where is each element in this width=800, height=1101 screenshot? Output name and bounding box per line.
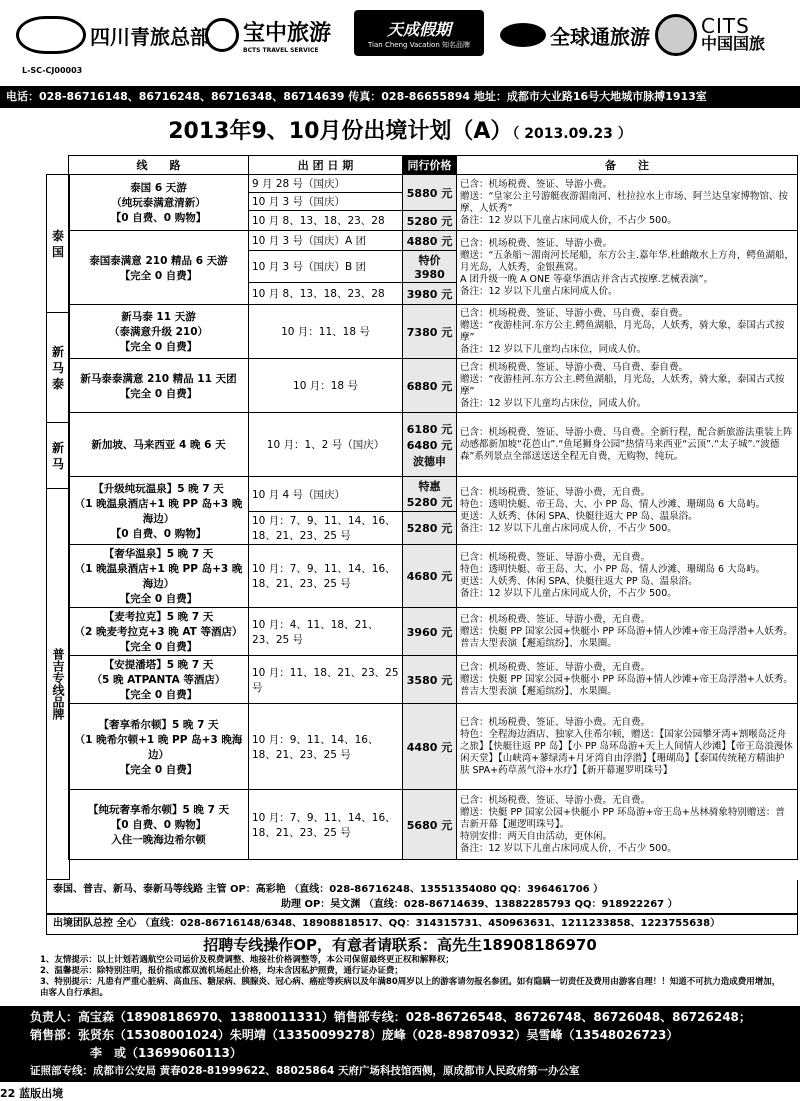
tour-plan-table: 线 路 出 团 日 期 同行价格 备 注 泰国 6 天游 （纯玩泰满意清新） 【0 自费、0 购物】 9 月 28 号（国庆） 5880 元 已含：机场税费、签证、导游小费。 赠送：“皇家公主号游艇夜游湄南河、杜拉拉水上市场、阿兰达皇家博物馆、按摩、人妖秀” 备注：12 岁以下儿童占床同成人价，不占少 500。 10 月 3 号（国庆） 10 月 8、13、18、23、28 5280 元 泰国泰满意 210 精品 6 天游 【完全 0 自费】 10 月 3 号（国庆）A 团 4880 元 已含：机场税费、签证、导游小费。 赠送：“五条船～湄南河长尾船，东方公主.嘉年华.杜雌敞水上方舟，鳄鱼湖船，月光岛，人妖秀，金银燕窝。 A 团升级一晚 A ONE 等豪华酒店并含古式按摩.艺械表演”。 备注：12 岁以下儿童占床同成人价。 10 月 3 号（国庆）B 团 特价 3980 10 月 8、13、18、23、28 3980 元 新马泰 11 天游 （泰满意升级 210） 【完全 0 自费】 10 月：11、18 号 7380 元 已含：机场税费、签证、导游小费、马自费、泰自费。 赠送：“夜游桂河.东方公主.鳄鱼湖船，月光岛，人妖秀，骑大象，泰国古式按摩” 备注：12 岁以下儿童均占床位，同成人价。 新马泰泰满意 210 精品 11 天团 【完全 0 自费】 10 月：18 号 6880 元 已含：机场税费、签证、导游小费、马自费、泰自费。 赠送：“夜游桂河.东方公主.鳄鱼湖船，月光岛，人妖秀，骑大象，泰国古式按摩” 备注：12 岁以下儿童均占床位，同成人价。 新加坡、马来西亚 4 晚 6 天 10 月：1、2 号（国庆） 6180 元 6480 元 波德申 已含：机场税费、签证、导游小费、马自费。全新行程，配合新旅游法重装上阵动感都新加坡“花芭山”.“鱼尾狮身公园”热情马来西亚“云顶”.“太子城”.“波德森”系列景点全部送送送全程无自费，无购物，纯玩。 【升级纯玩温泉】5 晚 7 天 （1 晚温泉酒店+1 晚 PP 岛+3 晚海边） 【0 自费、0 购物】 10 月 4 号（国庆） 特惠 5280 元 已含：机场税费、签证、导游小费，无自费。 特色：透明快艇、帝王岛、大、小 PP 岛、情人沙滩、珊瑚岛 6 大岛屿。 更送：人妖秀、休闲 SPA、快艇往返大 PP 岛、温泉浴。 备注：12 岁以下儿童占床同成人价，不占少 500。 10 月：7、9、11、14、16、18、21、23、25 号 5280 元 【奢华温泉】5 晚 7 天 （1 晚温泉酒店+1 晚 PP 岛+3 晚海边） 【完全 0 自费】 10 月：7、9、11、14、16、18、21、23、25 号 4680 元 已含：机场税费、签证、导游小费，无自费。 特色：透明快艇、帝王岛、大、小 PP 岛、情人沙滩、珊瑚岛 6 大岛屿。 更送：人妖秀、休闲 SPA、快艇往返大 PP 岛、温泉浴。 备注：12 岁以下儿童占床同成人价，不占少 500。 【麦考拉克】5 晚 7 天 （2 晚麦考拉克+3 晚 AT 等酒店） 【完全 0 自费】 10 月：4、11、18、21、23、25 号 3960 元 已含：机场税费、签证、导游小费，无自费。 赠送：快艇 PP 国家公园+快艇小 PP 环岛游+情人沙滩+帝王岛浮潜+人妖秀。普吉大型表演【邂逅缤纷】、水果圈。 【安提潘塔】5 晚 7 天 （5 晚 ATPANTA 等酒店） 【完全 0 自费】 10 月：11、18、21、23、25 号 3580 元 已含：机场税费、签证、导游小费，无自费。 赠送：快艇 PP 国家公园+快艇小 PP 环岛游+情人沙滩+帝王岛浮潜+人妖秀。普吉大型表演【邂逅缤纷】、水果圈。 【奢享希尔顿】5 晚 7 天 （1 晚希尔顿+1 晚 PP 岛+3 晚海边） 【完全 0 自费】 10 月：9、11、14、16、18、21、23、25 号 4480 元 已含：机场税费、签证、导游小费。无自费。 特色：全程海边酒店、独家入住希尔顿，赠送：【国家公园攀牙湾+割喉岛泛舟之旅】【快艇往返 PP 岛】【小 PP 岛环岛游+天上人间情人沙滩】【帝王岛浪漫休闲天堂】【山峡湾+蓼绿湾+月牙湾自由浮潜】【珊瑚岛】【泰国传统秘方精油护肤 SPA+药草蒸气浴+水疗】【新开幕暹罗明珠号】 【纯玩奢享希尔顿】5 晚 7 天 【0 自费、0 购物】 入住一晚海边希尔顿 10 月：7、9、11、14、16、18、21、23、25 号 5680 元 已含：机场税费、签证、导游小费。无自费。 赠送：快艇 PP 国家公园+快艇小 PP 环岛游+帝王岛+丛林骑象特别赠送：普吉新开幕【暹逻明珠号】。 特别安排：两天自由活动，更休闲。 备注：12 岁以下儿童占床同成人价，不占少 500。 — [68, 155, 798, 860]
table-row: 泰国 6 天游 （纯玩泰满意清新） 【0 自费、0 购物】 9 月 28 号（国庆） 5880 元 已含：机场税费、签证、导游小费。 赠送：“皇家公主号游艇夜游湄南河、杜拉拉水上市场、阿兰达皇家博物馆、按摩、人妖秀” 备注：12 岁以下儿童占床同成人价，不占少 500。 — [69, 175, 798, 193]
title-date: （ 2013.09.23 ） — [512, 126, 632, 142]
table-row: 新马泰 11 天游 （泰满意升级 210） 【完全 0 自费】 10 月：11、18 号 7380 元 已含：机场税费、签证、导游小费、马自费、泰自费。 赠送：“夜游桂河.东方公主.鳄鱼湖船，月光岛，人妖秀，骑大象，泰国古式按摩” 备注：12 岁以下儿童均占床位，同成人价。 — [69, 305, 798, 359]
tour-control: 出境团队总控 全心 （直线：028-86716148/6348、18908818517、QQ：314315731、450963631、1211233858、1223755638） — [46, 913, 798, 935]
page-title: 2013年9、10月份出境计划（A）（ 2013.09.23 ） — [168, 119, 632, 144]
logo-baozhong: 宝中旅游 BCTS TRAVEL SERVICE — [205, 10, 331, 60]
baozhong-mark-icon — [205, 18, 239, 52]
cits-globe-icon — [655, 14, 697, 56]
recruit-line: 招聘专线操作OP，有意者请联系：高先生18908186970 — [203, 936, 597, 954]
page-footer: 22 蓝版出境 — [0, 1087, 64, 1100]
tips: 1、友情提示：以上计划若遇航空公司运价及税费调整、地接社价格调整等，本公司保留最终更正权和解释权； 2、温馨提示：除特别注明，报价指成都双流机场起止价格，均未含因私护照费，通行证办证费； 3、特别提示：凡患有严重心脏病、高血压、糖尿病、胰腺炎、冠心病、癌症等疾病以及年满80周岁以上的游客请勿报名参团。如有隐瞒一切责任及费用由游客自理！！知道不可抗力造成费用增加，由客人自行承担。 — [40, 955, 781, 998]
region-thailand: 泰国 — [46, 174, 70, 313]
table-row: 【奢享希尔顿】5 晚 7 天 （1 晚希尔顿+1 晚 PP 岛+3 晚海边） 【完全 0 自费】 10 月：9、11、14、16、18、21、23、25 号 4480 元 已含：机场税费、签证、导游小费。无自费。 特色：全程海边酒店、独家入住希尔顿，赠送：【国家公园攀牙湾+割喉岛泛舟之旅】【快艇往返 PP 岛】【小 PP 岛环岛游+天上人间情人沙滩】【帝王岛浪漫休闲天堂】【山峡湾+蓼绿湾+月牙湾自由浮潜】【珊瑚岛】【泰国传统秘方精油护肤 SPA+药草蒸气浴+水疗】【新开幕暹罗明珠号】 — [69, 704, 798, 790]
logo-sichuan-youth: 四川青旅总部 — [16, 10, 210, 60]
region-phuket: 普吉专线品牌 — [46, 488, 70, 880]
table-row: 【奢华温泉】5 晚 7 天 （1 晚温泉酒店+1 晚 PP 岛+3 晚海边） 【完全 0 自费】 10 月：7、9、11、14、16、18、21、23、25 号 4680 元 已含：机场税费、签证、导游小费，无自费。 特色：透明快艇、帝王岛、大、小 PP 岛、情人沙滩、珊瑚岛 6 大岛屿。 更送：人妖秀、休闲 SPA、快艇往返大 PP 岛、温泉浴。 备注：12 岁以下儿童占床同成人价，不占少 500。 — [69, 545, 798, 608]
contact-bar: 电话：028-86716148、86716248、86716348、86714639 传真：028-86655894 地址：成都市大业路16号大地城市脉搏1913室 — [0, 86, 800, 108]
table-row: 【升级纯玩温泉】5 晚 7 天 （1 晚温泉酒店+1 晚 PP 岛+3 晚海边） 【0 自费、0 购物】 10 月 4 号（国庆） 特惠 5280 元 已含：机场税费、签证、导游小费，无自费。 特色：透明快艇、帝王岛、大、小 PP 岛、情人沙滩、珊瑚岛 6 大岛屿。 更送：人妖秀、休闲 SPA、快艇往返大 PP 岛、温泉浴。 备注：12 岁以下儿童占床同成人价，不占少 500。 — [69, 477, 798, 512]
globe-icon — [16, 16, 86, 54]
arrow-icon — [500, 23, 546, 47]
table-row: 泰国泰满意 210 精品 6 天游 【完全 0 自费】 10 月 3 号（国庆）A 团 4880 元 已含：机场税费、签证、导游小费。 赠送：“五条船～湄南河长尾船，东方公主.嘉年华.杜雌敞水上方舟，鳄鱼湖船，月光岛，人妖秀，金银燕窝。 A 团升级一晚 A ONE 等豪华酒店并含古式按摩.艺械表演”。 备注：12 岁以下儿童占床同成人价。 — [69, 231, 798, 251]
ops-contacts: 泰国、普吉、新马、泰新马等线路 主管 OP：高彩艳 （直线：028-86716248、13551354080 QQ：396461706 ） 助理 OP：吴文渊 （直线：028-86714639、13882285793 QQ：918922267 ） — [46, 880, 798, 915]
table-row: 新加坡、马来西亚 4 晚 6 天 10 月：1、2 号（国庆） 6180 元 6480 元 波德申 已含：机场税费、签证、导游小费、马自费。全新行程，配合新旅游法重装上阵动感都新加坡“花芭山”.“鱼尾狮身公园”热情马来西亚“云顶”.“太子城”.“波德森”系列景点全部送送送全程无自费，无购物，纯玩。 — [69, 413, 798, 477]
logo-tiancheng: 天成假期 Tian Cheng Vacation 知名品牌 — [354, 10, 484, 56]
logo-cits: CITS 中国国旅 — [655, 10, 765, 60]
license-number: L-SC-CJ00003 — [22, 66, 83, 75]
staff-contacts: 负责人：高宝森（18908186970、13880011331）销售部专线：028-86726548、86726748、86726048、86726248； 销售部：张贤东（15308001024）朱明靖（13350099278）庞峰（028-89870932）吴雪峰（13548026723） 李 或（13699060113） 证照部专线：成都市公安局 黄春028-81999622、88025864 天府广场科技馆西侧，原成都市人民政府第一办公室 — [0, 1006, 800, 1082]
logo-bar — [0, 0, 800, 86]
table-row: 【安提潘塔】5 晚 7 天 （5 晚 ATPANTA 等酒店） 【完全 0 自费】 10 月：11、18、21、23、25 号 3580 元 已含：机场税费、签证、导游小费，无自费。 赠送：快艇 PP 国家公园+快艇小 PP 环岛游+情人沙滩+帝王岛浮潜+人妖秀。普吉大型表演【邂逅缤纷】、水果圈。 — [69, 656, 798, 704]
table-row: 新马泰泰满意 210 精品 11 天团 【完全 0 自费】 10 月：18 号 6880 元 已含：机场税费、签证、导游小费、马自费、泰自费。 赠送：“夜游桂河.东方公主.鳄鱼湖船，月光岛，人妖秀，骑大象，泰国古式按摩” 备注：12 岁以下儿童均占床位，同成人价。 — [69, 359, 798, 413]
table-header: 线 路 出 团 日 期 同行价格 备 注 — [69, 156, 798, 175]
table-row: 【麦考拉克】5 晚 7 天 （2 晚麦考拉克+3 晚 AT 等酒店） 【完全 0 自费】 10 月：4、11、18、21、23、25 号 3960 元 已含：机场税费、签证、导游小费，无自费。 赠送：快艇 PP 国家公园+快艇小 PP 环岛游+情人沙滩+帝王岛浮潜+人妖秀。普吉大型表演【邂逅缤纷】、水果圈。 — [69, 608, 798, 656]
table-row: 【纯玩奢享希尔顿】5 晚 7 天 【0 自费、0 购物】 入住一晚海边希尔顿 10 月：7、9、11、14、16、18、21、23、25 号 5680 元 已含：机场税费、签证、导游小费。无自费。 赠送：快艇 PP 国家公园+快艇小 PP 环岛游+帝王岛+丛林骑象特别赠送：普吉新开幕【暹逻明珠号】。 特别安排：两天自由活动，更休闲。 备注：12 岁以下儿童占床同成人价，不占少 500。 — [69, 790, 798, 860]
region-sg-my: 新马 — [46, 422, 70, 489]
logo-global: 全球通旅游 — [500, 10, 650, 60]
region-sg-my-th: 新马泰 — [46, 312, 70, 423]
